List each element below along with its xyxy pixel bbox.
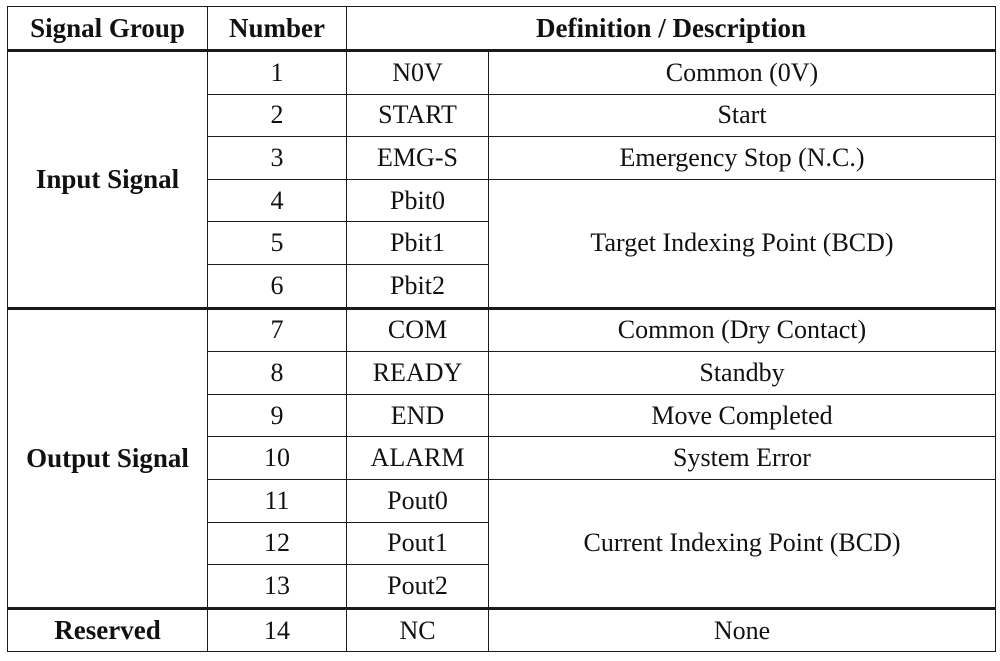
signal-number: 8	[208, 352, 347, 395]
signal-number: 12	[208, 522, 347, 565]
signal-code: Pout1	[347, 522, 489, 565]
signal-description: System Error	[489, 437, 996, 480]
signal-description: None	[489, 608, 996, 652]
table-row	[8, 51, 996, 95]
signal-code: COM	[347, 308, 489, 352]
signal-number: 11	[208, 479, 347, 522]
signal-code: Pout0	[347, 479, 489, 522]
signal-description: Standby	[489, 352, 996, 395]
signal-code: START	[347, 94, 489, 137]
signal-number: 4	[208, 179, 347, 222]
header-definition: Definition / Description	[347, 7, 996, 51]
signal-description: Move Completed	[489, 394, 996, 437]
signal-code: ALARM	[347, 437, 489, 480]
signal-code: Pbit2	[347, 264, 489, 308]
signal-number: 13	[208, 565, 347, 609]
signal-code: N0V	[347, 51, 489, 95]
signal-description: Common (0V)	[489, 51, 996, 95]
table-row	[8, 308, 996, 352]
signal-number: 14	[208, 608, 347, 652]
signal-code: Pbit1	[347, 222, 489, 265]
signal-description: Current Indexing Point (BCD)	[489, 479, 996, 608]
signal-number: 7	[208, 308, 347, 352]
signal-number: 3	[208, 137, 347, 180]
header-row	[8, 7, 996, 51]
signal-description: Target Indexing Point (BCD)	[489, 179, 996, 308]
group-reserved: Reserved	[8, 608, 208, 652]
signal-number: 5	[208, 222, 347, 265]
signal-code: END	[347, 394, 489, 437]
signal-definition-table	[7, 6, 996, 652]
header-signal-group: Signal Group	[8, 7, 208, 51]
signal-number: 10	[208, 437, 347, 480]
signal-code: NC	[347, 608, 489, 652]
signal-code: Pout2	[347, 565, 489, 609]
signal-description: Emergency Stop (N.C.)	[489, 137, 996, 180]
signal-code: EMG-S	[347, 137, 489, 180]
signal-code: READY	[347, 352, 489, 395]
signal-number: 6	[208, 264, 347, 308]
signal-number: 2	[208, 94, 347, 137]
signal-number: 9	[208, 394, 347, 437]
header-number: Number	[208, 7, 347, 51]
signal-description: Common (Dry Contact)	[489, 308, 996, 352]
signal-code: Pbit0	[347, 179, 489, 222]
signal-number: 1	[208, 51, 347, 95]
table-row	[8, 608, 996, 652]
group-input-signal: Input Signal	[8, 51, 208, 309]
signal-description: Start	[489, 94, 996, 137]
group-output-signal: Output Signal	[8, 308, 208, 608]
